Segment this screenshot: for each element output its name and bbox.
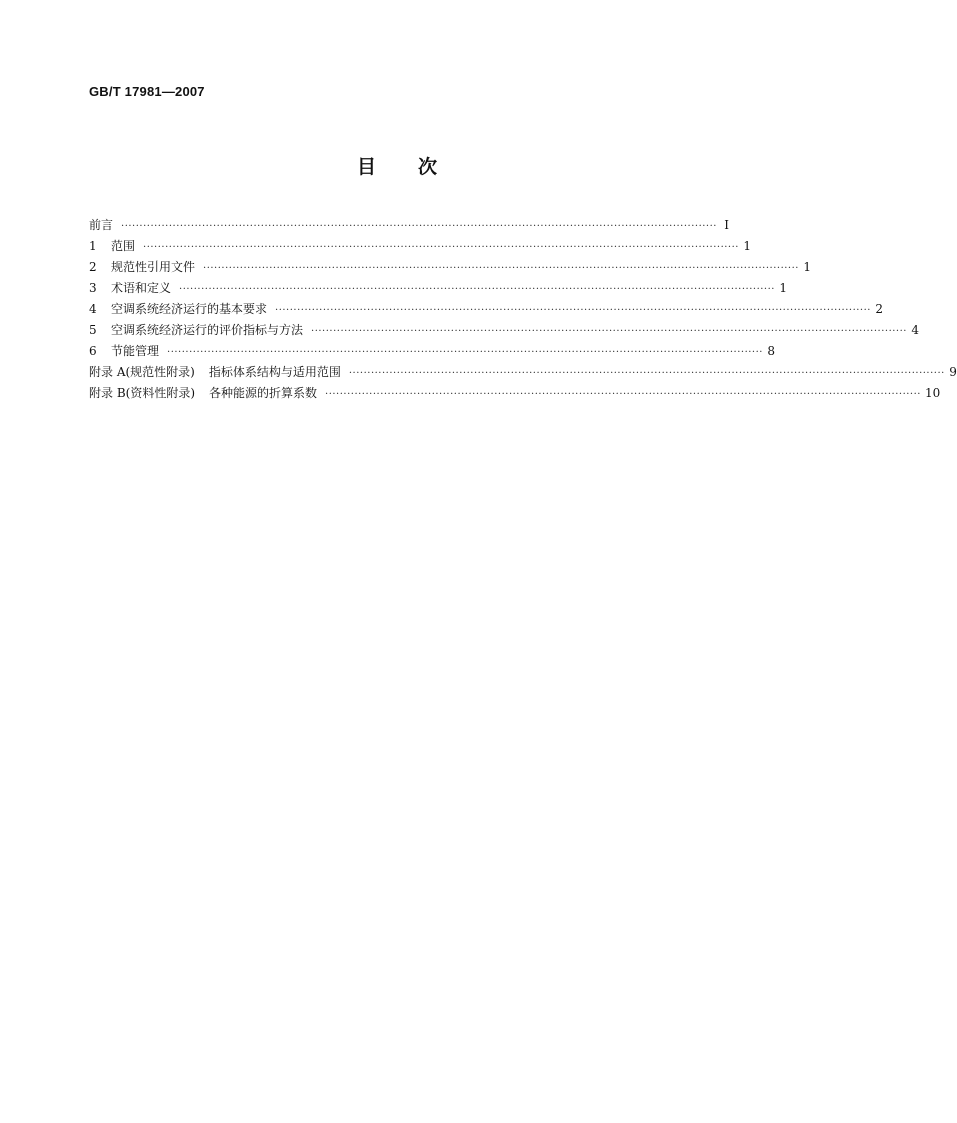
toc-entry-title: 6 节能管理 <box>89 344 160 358</box>
toc-entry-annex-b[interactable] <box>89 384 941 405</box>
page-title-part1: 目 <box>356 156 376 178</box>
toc-annex-label: 附录 B(资料性附录) <box>89 386 195 400</box>
toc-entry-page: 9 <box>949 365 957 379</box>
toc-entry-page: 4 <box>911 323 919 337</box>
toc-entry-number: 2 <box>89 260 97 274</box>
toc-annex-label: 附录 A(规范性附录) <box>89 365 195 379</box>
toc-entry-energy-management[interactable] <box>89 342 775 363</box>
toc-leader-dots: ·································································································································································· <box>179 284 775 295</box>
toc-leader-dots: ·································································································································································· <box>275 305 871 316</box>
toc-leader-dots: ·································································································································································· <box>121 221 717 232</box>
toc-entry-basic-requirements[interactable] <box>89 300 883 321</box>
toc-leader-dots: ·································································································································································· <box>325 389 921 400</box>
toc-entry-page: 1 <box>803 260 811 274</box>
standard-code: GB/T 17981—2007 <box>89 84 205 99</box>
toc-leader-dots: ·································································································································································· <box>203 263 799 274</box>
toc-entry-page: Ⅰ <box>724 218 729 232</box>
toc-entry-evaluation-indicators[interactable] <box>89 321 919 342</box>
toc-entry-page: 10 <box>924 386 941 400</box>
toc-entry-number: 3 <box>89 281 97 295</box>
toc-entry-title: 附录 B(资料性附录) 各种能源的折算系数 <box>89 386 318 400</box>
toc-entry-title: 4 空调系统经济运行的基本要求 <box>89 302 268 316</box>
toc-entry-page: 1 <box>779 281 787 295</box>
toc-entry-number: 1 <box>89 239 97 253</box>
toc-entry-normative-references[interactable] <box>89 258 811 279</box>
toc-entry-title: 前言 <box>89 218 114 232</box>
toc-entry-title: 附录 A(规范性附录) 指标体系结构与适用范围 <box>89 365 341 379</box>
toc-entry-page: 2 <box>875 302 883 316</box>
toc-entry-number: 5 <box>89 323 97 337</box>
toc-entry-number: 4 <box>89 302 97 316</box>
toc-entry-page: 8 <box>767 344 775 358</box>
toc-entry-title: 3 术语和定义 <box>89 281 172 295</box>
toc-entry-page: 1 <box>743 239 751 253</box>
toc-entry-scope[interactable] <box>89 237 751 258</box>
toc-entry-title: 2 规范性引用文件 <box>89 260 196 274</box>
toc-leader-dots: ·································································································································································· <box>311 326 907 337</box>
toc-entry-number: 6 <box>89 344 97 358</box>
toc-entry-annex-a[interactable] <box>89 363 957 384</box>
toc-leader-dots: ·································································································································································· <box>167 347 763 358</box>
toc-leader-dots: ·································································································································································· <box>348 368 945 379</box>
toc-entry-terms[interactable] <box>89 279 787 300</box>
page-title <box>0 152 794 179</box>
toc-entry-title: 1 范围 <box>89 239 136 253</box>
table-of-contents <box>89 216 957 405</box>
toc-leader-dots: ·································································································································································· <box>143 242 739 253</box>
page-title-part2: 次 <box>418 156 438 178</box>
toc-entry-title: 5 空调系统经济运行的评价指标与方法 <box>89 323 304 337</box>
toc-entry-foreword[interactable] <box>89 216 729 237</box>
